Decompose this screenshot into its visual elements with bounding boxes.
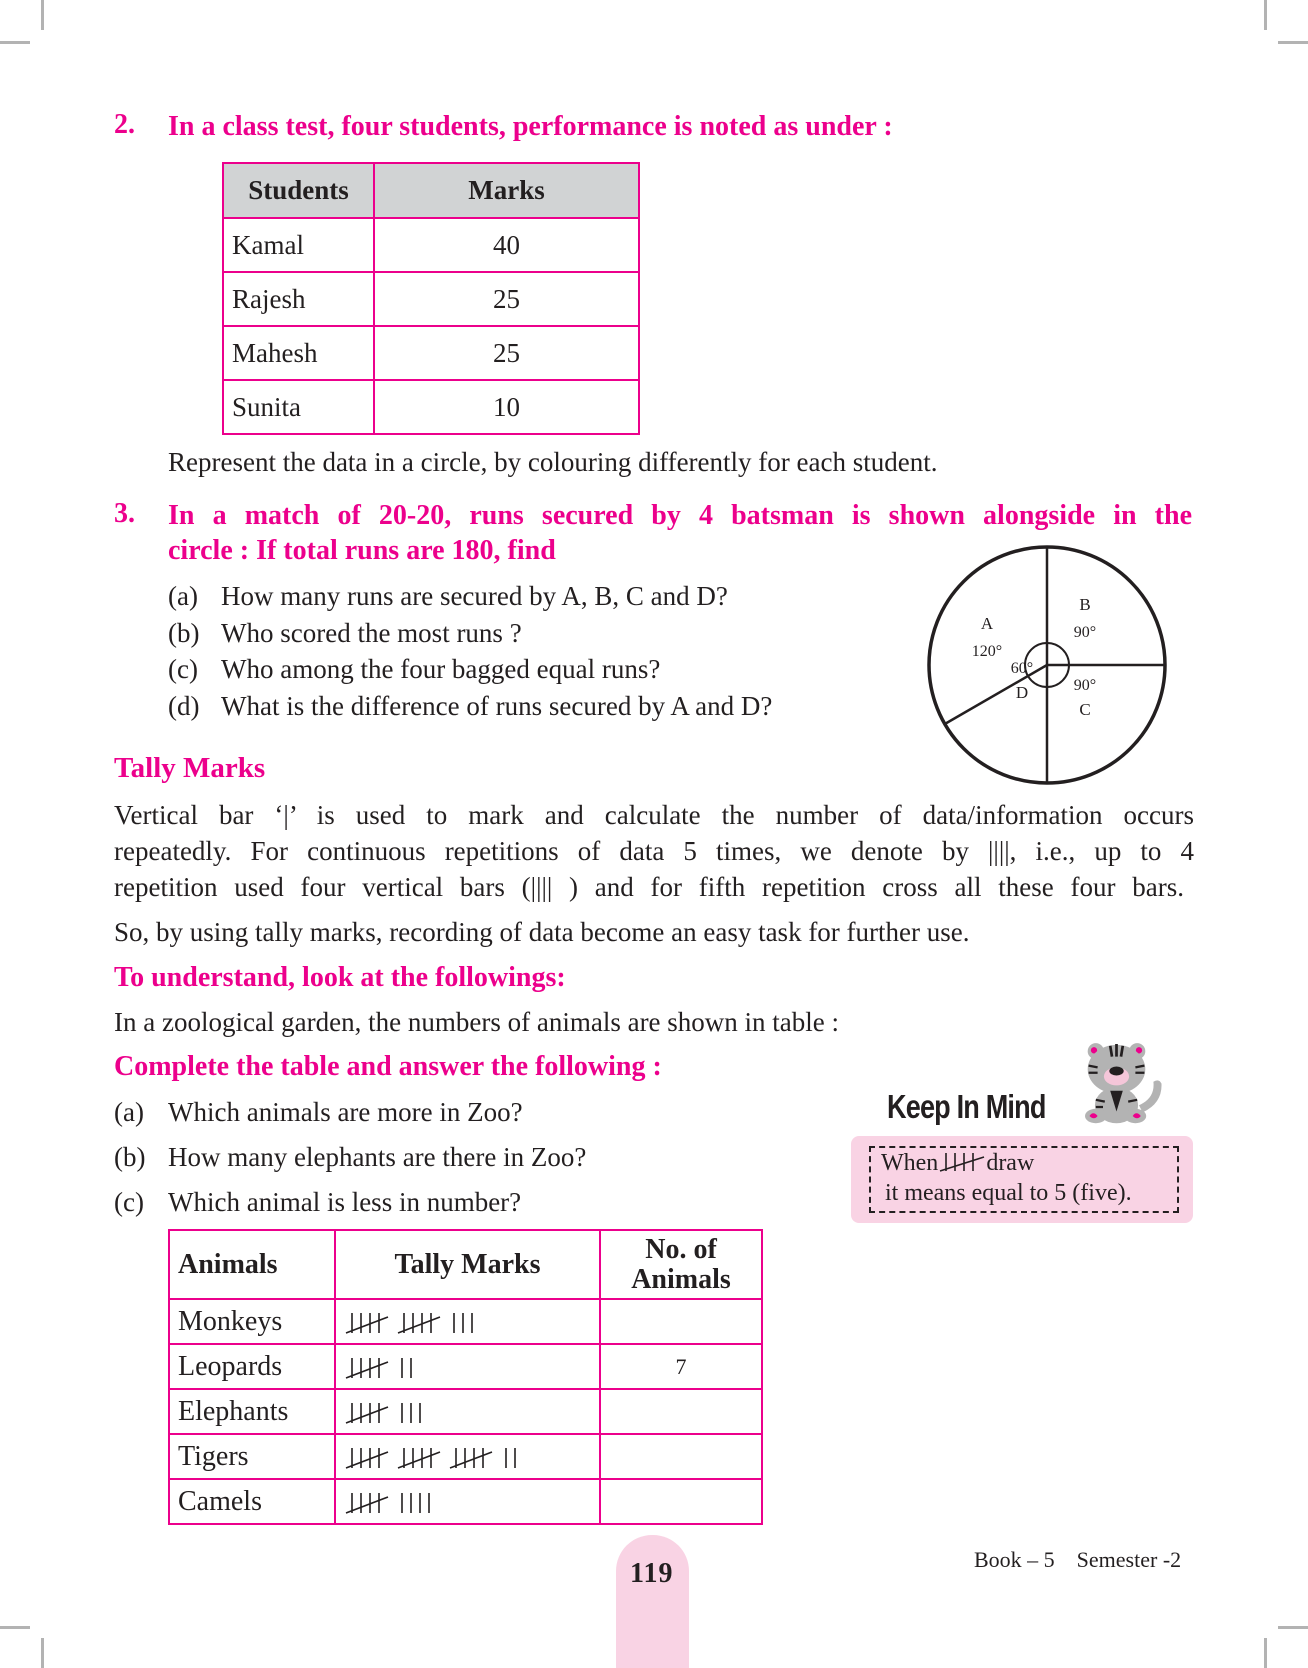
student-name: Sunita	[223, 380, 374, 434]
sub-question-text: Who scored the most runs ?	[221, 618, 522, 648]
column-header	[600, 1230, 762, 1299]
crop-mark	[1278, 1626, 1308, 1629]
pie-slice-label: C	[1079, 700, 1091, 719]
animal-name: Elephants	[169, 1389, 335, 1434]
animal-count-input[interactable]	[600, 1479, 762, 1524]
tally-marks-cell	[335, 1344, 600, 1389]
tally-group-of-five	[396, 1309, 442, 1335]
zoo-question-label: (b)	[114, 1142, 146, 1172]
tally-strokes	[450, 1448, 492, 1468]
sub-question-text: What is the difference of runs secured by A and D?	[221, 691, 773, 721]
pie-slice-angle-label: 60°	[1010, 660, 1034, 677]
column-header: Marks	[374, 163, 639, 218]
tally-group-of-five	[344, 1309, 390, 1335]
column-header: Tally Marks	[335, 1230, 600, 1299]
keep-in-mind-dashed-box	[869, 1146, 1179, 1213]
tally-marks	[344, 1442, 526, 1472]
paragraph-line: Vertical bar ‘|’ is used to mark and calculate the number of data/information occurs	[114, 800, 1194, 830]
tally-marks	[344, 1352, 422, 1382]
pie-slice-label: A	[980, 614, 994, 633]
crop-mark	[1264, 0, 1267, 30]
sub-question-text: Who among the four bagged equal runs?	[221, 654, 661, 684]
question-heading: circle : If total runs are 180, find	[168, 535, 556, 566]
paragraph-line: repetition used four vertical bars (|||| ) and for fifth repetition cross all these four bars.	[114, 872, 1184, 902]
section-subheading: Complete the table and answer the following :	[114, 1051, 662, 1082]
crop-mark	[0, 41, 30, 44]
sub-question	[168, 615, 522, 651]
animal-count-input[interactable]	[600, 1389, 762, 1434]
tally-marks-cell	[335, 1479, 600, 1524]
tally-remainder	[396, 1399, 431, 1425]
zoo-question-text: Which animal is less in number?	[168, 1187, 522, 1217]
zoo-question	[114, 1184, 522, 1220]
zoo-question	[114, 1094, 523, 1130]
sub-question-label: (a)	[168, 581, 198, 611]
crop-mark	[0, 1626, 30, 1629]
student-name: Kamal	[223, 218, 374, 272]
tally-strokes	[402, 1493, 429, 1513]
sub-question	[168, 651, 661, 687]
sub-question-text: How many runs are secured by A, B, C and D?	[221, 581, 728, 611]
crop-mark	[41, 1638, 44, 1668]
note-line	[881, 1148, 1177, 1178]
sub-question-label: (c)	[168, 654, 198, 684]
table-row	[169, 1434, 762, 1479]
tally-strokes	[454, 1313, 472, 1333]
tally-strokes	[506, 1448, 515, 1468]
table-header-row	[223, 163, 639, 218]
animal-name: Camels	[169, 1479, 335, 1524]
tally-remainder	[396, 1489, 440, 1515]
tally-marks	[344, 1307, 483, 1337]
tally-strokes	[402, 1358, 411, 1378]
column-header: Animals	[169, 1230, 335, 1299]
zoo-intro: In a zoological garden, the numbers of animals are shown in table :	[114, 1007, 840, 1037]
student-marks: 40	[374, 218, 639, 272]
table-row	[169, 1479, 762, 1524]
sub-question	[168, 688, 773, 724]
student-name: Rajesh	[223, 272, 374, 326]
animals-tally-table	[168, 1229, 763, 1525]
tally-group-of-five	[396, 1444, 442, 1470]
table-row	[223, 272, 639, 326]
tally-group-of-five	[344, 1444, 390, 1470]
sub-question-label: (d)	[168, 691, 200, 721]
pie-slice-angle-label: 90°	[1073, 624, 1097, 641]
pie-slice-boundary	[945, 665, 1047, 724]
sub-question	[168, 578, 728, 614]
tally-strokes	[398, 1313, 440, 1333]
table-row	[223, 326, 639, 380]
students-marks-table	[222, 162, 640, 435]
crop-mark	[41, 0, 44, 30]
tally-strokes	[346, 1493, 388, 1513]
book-info: Book – 5 Semester -2	[974, 1547, 1182, 1572]
animal-name: Tigers	[169, 1434, 335, 1479]
note-line: it means equal to 5 (five).	[885, 1180, 1132, 1206]
animal-name: Leopards	[169, 1344, 335, 1389]
section-heading: Tally Marks	[114, 752, 266, 784]
tiger-mascot-icon	[1076, 1034, 1166, 1126]
tally-marks	[344, 1397, 431, 1427]
zoo-question-text: Which animals are more in Zoo?	[168, 1097, 523, 1127]
animal-count-input[interactable]: 7	[600, 1344, 762, 1389]
tally-strokes	[346, 1358, 388, 1378]
tally-marks-cell	[335, 1389, 600, 1434]
section-subheading: To understand, look at the followings:	[114, 962, 566, 993]
tally-remainder	[448, 1309, 483, 1335]
table-row	[223, 380, 639, 434]
tally-group-of-five	[344, 1399, 390, 1425]
table-header-row	[169, 1230, 762, 1299]
paragraph: So, by using tally marks, recording of data become an easy task for further use.	[114, 917, 970, 947]
column-header-line: Animals	[631, 1263, 731, 1295]
column-header-line: No. of	[645, 1233, 717, 1265]
table-row	[169, 1299, 762, 1344]
tally-strokes	[346, 1448, 388, 1468]
zoo-question-text: How many elephants are there in Zoo?	[168, 1142, 587, 1172]
question-heading: In a match of 20-20, runs secured by 4 batsman is shown alongside in the	[168, 500, 1192, 531]
pie-slice-label: B	[1079, 595, 1091, 614]
sub-question-label: (b)	[168, 618, 200, 648]
student-name: Mahesh	[223, 326, 374, 380]
tally-strokes	[346, 1403, 388, 1423]
keep-in-mind-note	[851, 1136, 1193, 1223]
tally-group-of-five	[344, 1489, 390, 1515]
student-marks: 25	[374, 326, 639, 380]
crop-mark	[1264, 1638, 1267, 1668]
student-marks: 25	[374, 272, 639, 326]
question-number: 3.	[114, 498, 135, 529]
zoo-question-label: (c)	[114, 1187, 144, 1217]
tally-five-icon	[938, 1151, 986, 1173]
page-number-tab	[616, 1535, 689, 1668]
tally-strokes	[346, 1313, 388, 1333]
page-number: 119	[630, 1558, 674, 1589]
student-marks: 10	[374, 380, 639, 434]
note-text: When	[881, 1150, 939, 1176]
pie-slice-angle-label: 120°	[971, 643, 1003, 660]
table-row	[169, 1344, 762, 1389]
runs-pie-chart	[920, 540, 1180, 800]
tally-group-of-five	[344, 1354, 390, 1380]
keep-in-mind-title: Keep In Mind	[887, 1088, 1046, 1125]
animal-count-input[interactable]	[600, 1434, 762, 1479]
tally-marks	[344, 1487, 440, 1517]
note-text: draw	[986, 1150, 1035, 1176]
tally-marks-cell	[335, 1434, 600, 1479]
crop-mark	[1278, 41, 1308, 44]
column-header: Students	[223, 163, 374, 218]
tally-marks-cell	[335, 1299, 600, 1344]
tally-remainder	[500, 1444, 526, 1470]
animal-count-input[interactable]	[600, 1299, 762, 1344]
question-number: 2.	[114, 109, 135, 140]
table-row	[169, 1389, 762, 1434]
table-row	[223, 218, 639, 272]
zoo-question-label: (a)	[114, 1097, 144, 1127]
tally-group-of-five	[448, 1444, 494, 1470]
animal-name: Monkeys	[169, 1299, 335, 1344]
pie-slice-label: D	[1015, 683, 1029, 702]
question-heading: In a class test, four students, performance is noted as under :	[168, 111, 893, 142]
tally-strokes	[402, 1403, 420, 1423]
tally-strokes	[398, 1448, 440, 1468]
pie-slice-angle-label: 90°	[1073, 677, 1097, 694]
instruction-text: Represent the data in a circle, by colouring differently for each student.	[168, 447, 938, 477]
paragraph-line: repeatedly. For continuous repetitions of data 5 times, we denote by ||||, i.e., up to 4	[114, 836, 1194, 866]
zoo-question	[114, 1139, 587, 1175]
tally-remainder	[396, 1354, 422, 1380]
